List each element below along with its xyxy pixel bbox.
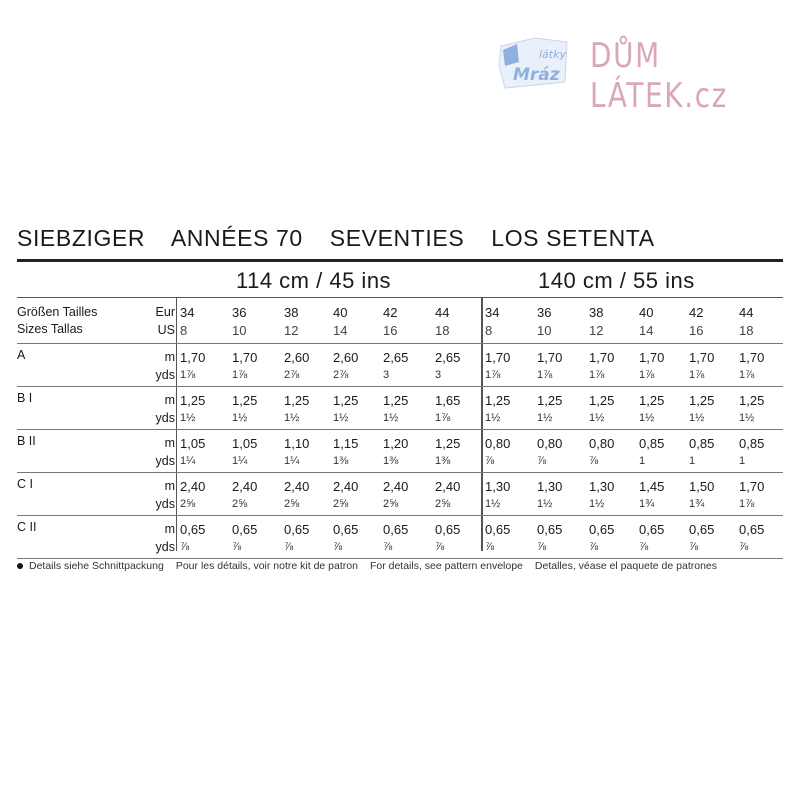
title-french: ANNÉES 70 [170,225,303,251]
size-us-cell: 18 [435,323,450,338]
size-eur-cell: 40 [333,305,348,320]
meters-cell: 2,40 [383,479,409,494]
unit-m: m [164,350,175,364]
yardage-table [17,298,783,559]
view-row-c-ii [17,516,783,559]
latky-mraz-badge-icon [495,32,575,96]
yards-cell: 1½ [689,412,705,424]
yards-cell: 1⅞ [232,369,248,381]
title-german: SIEBZIGER [17,225,146,251]
yards-cell: ⅞ [485,541,495,553]
meters-cell: 0,65 [435,522,461,537]
meters-cell: 0,65 [639,522,665,537]
unit-m: m [164,479,175,493]
meters-cell: 1,25 [383,393,409,408]
view-row-b-ii [17,430,783,473]
yards-cell: 1⅞ [485,369,501,381]
size-label-line1: Größen Tailles [17,305,98,319]
meters-cell: 1,25 [639,393,665,408]
yards-cell: 1⅜ [435,455,451,467]
meters-cell: 2,40 [333,479,359,494]
meters-cell: 0,65 [180,522,206,537]
latky-mraz-logo [495,32,575,96]
title-spanish: LOS SETENTA [491,225,655,251]
yards-cell: ⅞ [537,455,547,467]
meters-cell: 1,05 [232,436,258,451]
size-unit-eur: Eur [155,305,175,319]
yards-cell: 1¼ [232,455,248,467]
svg-text:Mráz: Mráz [513,65,560,85]
yards-cell: 1½ [485,412,501,424]
meters-cell: 1,05 [180,436,206,451]
view-row-c-i [17,473,783,516]
size-us-cell: 16 [383,323,398,338]
yards-cell: 2⅝ [333,498,349,510]
meters-cell: 1,45 [639,479,665,494]
meters-cell: 1,20 [383,436,409,451]
meters-cell: 1,25 [284,393,310,408]
meters-cell: 1,25 [180,393,206,408]
yards-cell: 3 [435,369,442,381]
meters-cell: 1,10 [284,436,310,451]
meters-cell: 0,65 [739,522,765,537]
meters-cell: 1,70 [180,350,206,365]
meters-cell: 1,70 [739,479,765,494]
unit-m: m [164,436,175,450]
unit-yds: yds [155,411,175,425]
meters-cell: 1,70 [689,350,715,365]
size-header-row [17,298,783,344]
meters-cell: 1,70 [639,350,665,365]
size-eur-cell: 38 [589,305,604,320]
yards-cell: ⅞ [333,541,343,553]
size-eur-cell: 42 [689,305,704,320]
yards-cell: 1½ [589,498,605,510]
meters-cell: 2,60 [333,350,359,365]
size-eur-cell: 38 [284,305,299,320]
yards-cell: 1⅞ [589,369,605,381]
yards-cell: 2⅝ [383,498,399,510]
meters-cell: 0,80 [485,436,511,451]
size-eur-cell: 44 [435,305,450,320]
title-divider [17,259,783,262]
meters-cell: 1,65 [435,393,461,408]
meters-cell: 2,40 [284,479,310,494]
size-us-cell: 10 [232,323,247,338]
size-eur-cell: 34 [180,305,195,320]
yards-cell: ⅞ [284,541,294,553]
meters-cell: 1,70 [485,350,511,365]
yards-cell: 2⅝ [180,498,196,510]
size-label-line2: Sizes Tallas [17,322,83,336]
yards-cell: 1⅞ [739,498,755,510]
size-us-cell: 14 [333,323,348,338]
meters-cell: 1,25 [739,393,765,408]
yards-cell: ⅞ [739,541,749,553]
title-english: SEVENTIES [329,225,465,251]
yards-cell: 1⅞ [739,369,755,381]
view-label: A [17,348,26,362]
meters-cell: 1,25 [537,393,563,408]
unit-yds: yds [155,497,175,511]
yards-cell: 1½ [739,412,755,424]
yards-cell: 1 [689,455,696,467]
meters-cell: 1,25 [435,436,461,451]
yards-cell: ⅞ [589,541,599,553]
footnote-de: Details siehe Schnittpackung [29,560,164,572]
size-us-cell: 16 [689,323,704,338]
meters-cell: 0,80 [589,436,615,451]
meters-cell: 2,65 [435,350,461,365]
meters-cell: 1,25 [589,393,615,408]
yards-cell: 1⅜ [383,455,399,467]
meters-cell: 0,65 [689,522,715,537]
yards-cell: 1¾ [689,498,705,510]
svg-text:látky: látky [539,48,566,61]
unit-m: m [164,522,175,536]
unit-yds: yds [155,368,175,382]
yards-cell: 2⅝ [284,498,300,510]
yards-cell: ⅞ [689,541,699,553]
yards-cell: 1 [639,455,646,467]
footnote-fr: Pour les détails, voir notre kit de patron [175,560,358,572]
meters-cell: 1,15 [333,436,359,451]
yards-cell: 1½ [284,412,300,424]
meters-cell: 0,65 [537,522,563,537]
unit-yds: yds [155,454,175,468]
view-label: C I [17,477,33,491]
yards-cell: 1½ [537,412,553,424]
view-label: B I [17,391,33,405]
meters-cell: 0,65 [333,522,359,537]
meters-cell: 0,85 [739,436,765,451]
yards-cell: 1½ [537,498,553,510]
view-row-b-i [17,387,783,430]
size-us-cell: 12 [284,323,299,338]
meters-cell: 1,30 [589,479,615,494]
size-us-cell: 14 [639,323,654,338]
yards-cell: 1½ [485,498,501,510]
yards-cell: 1½ [180,412,196,424]
meters-cell: 2,40 [435,479,461,494]
yards-cell: ⅞ [232,541,242,553]
meters-cell: 1,25 [689,393,715,408]
meters-cell: 0,65 [383,522,409,537]
yards-cell: 1⅞ [435,412,451,424]
size-us-cell: 8 [180,323,188,338]
meters-cell: 0,85 [639,436,665,451]
size-label [17,304,97,338]
yards-cell: 2⅞ [333,369,349,381]
size-eur-cell: 42 [383,305,398,320]
yards-cell: 1½ [383,412,399,424]
yards-cell: 1¼ [284,455,300,467]
size-us-cell: 8 [485,323,493,338]
yards-cell: 3 [383,369,390,381]
meters-cell: 0,65 [284,522,310,537]
yards-cell: 1⅞ [689,369,705,381]
yards-cell: 1 [739,455,746,467]
yards-cell: 1¼ [180,455,196,467]
footnote-es: Detalles, véase el paquete de patrones [534,560,718,572]
yards-cell: 1⅜ [333,455,349,467]
yards-cell: 1¾ [639,498,655,510]
yards-cell: ⅞ [485,455,495,467]
meters-cell: 1,70 [589,350,615,365]
meters-cell: 1,30 [537,479,563,494]
meters-cell: 1,25 [232,393,258,408]
meters-cell: 1,50 [689,479,715,494]
size-eur-cell: 44 [739,305,754,320]
size-eur-cell: 34 [485,305,500,320]
meters-cell: 2,40 [232,479,258,494]
meters-cell: 0,65 [232,522,258,537]
meters-cell: 1,25 [485,393,511,408]
unit-m: m [164,393,175,407]
size-us-cell: 10 [537,323,552,338]
footnote-en: For details, see pattern envelope [369,560,523,572]
size-unit-us: US [157,323,175,337]
yards-cell: 1⅞ [180,369,196,381]
meters-cell: 1,70 [739,350,765,365]
size-us-cell: 18 [739,323,754,338]
meters-cell: 1,25 [333,393,359,408]
bullet-icon [17,563,23,569]
meters-cell: 2,60 [284,350,310,365]
view-label: B II [17,434,36,448]
meters-cell: 1,70 [537,350,563,365]
yards-cell: 1½ [589,412,605,424]
yards-cell: 1⅞ [537,369,553,381]
yards-cell: ⅞ [383,541,393,553]
size-eur-cell: 36 [537,305,552,320]
yards-cell: ⅞ [589,455,599,467]
fabric-width-114: 114 cm / 45 ins [236,268,392,293]
meters-cell: 0,85 [689,436,715,451]
meters-cell: 0,65 [589,522,615,537]
yards-cell: ⅞ [180,541,190,553]
meters-cell: 0,65 [485,522,511,537]
meters-cell: 2,65 [383,350,409,365]
page-title [17,225,783,252]
yards-cell: 2⅝ [435,498,451,510]
view-row-a [17,344,783,387]
size-us-cell: 12 [589,323,604,338]
yards-cell: 1⅞ [639,369,655,381]
yards-cell: ⅞ [639,541,649,553]
dum-latek-logo-text: DŮM LÁTEK.cz [590,36,728,116]
yards-cell: 1½ [333,412,349,424]
meters-cell: 0,80 [537,436,563,451]
unit-yds: yds [155,540,175,554]
size-eur-cell: 36 [232,305,247,320]
yards-cell: 1½ [639,412,655,424]
meters-cell: 2,40 [180,479,206,494]
yards-cell: 2⅞ [284,369,300,381]
size-eur-cell: 40 [639,305,654,320]
view-label: C II [17,520,37,534]
meters-cell: 1,30 [485,479,511,494]
footnote [17,558,783,574]
yards-cell: ⅞ [435,541,445,553]
fabric-width-140: 140 cm / 55 ins [538,268,695,293]
yards-cell: ⅞ [537,541,547,553]
yards-cell: 1½ [232,412,248,424]
meters-cell: 1,70 [232,350,258,365]
yards-cell: 2⅝ [232,498,248,510]
